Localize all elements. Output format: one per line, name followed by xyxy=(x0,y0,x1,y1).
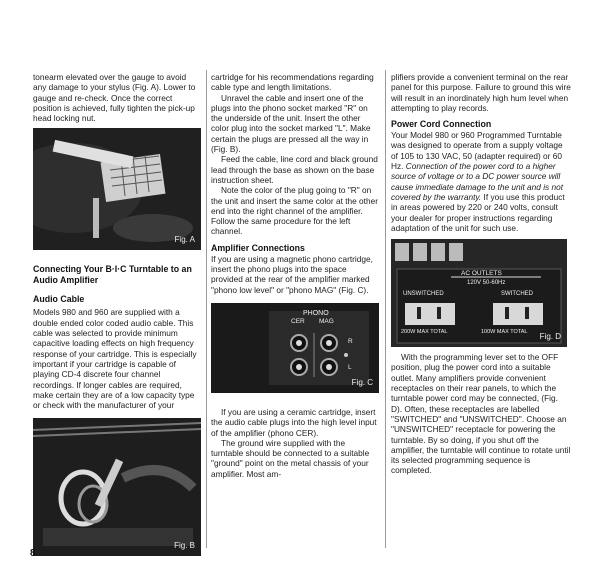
figure-b-photo xyxy=(33,418,201,556)
tonearm-gauge-illustration xyxy=(33,128,201,250)
col3-paragraph-1: plifiers provide a convenient terminal on the rear panel for this purpose. Failure to ground this wire will result in an inordinately high hum level when attempting to play records. xyxy=(391,72,571,113)
page-number: 8 xyxy=(30,548,36,559)
col2-paragraph-6: If you are using a ceramic cartridge, insert the audio cable plugs into the high level input of the amplifier (phono CER). xyxy=(211,406,377,438)
col2-paragraph-4: Note the color of the plug going to "R" on the unit and insert the same color at the other end into the right channel of the amplifier. Follow the same procedure for the left channel. xyxy=(211,185,378,237)
figure-c-phono-panel xyxy=(211,303,379,393)
column-1 xyxy=(33,72,201,556)
heading-connecting-turntable: Connecting Your B·I·C Turntable to an Audio Amplifier xyxy=(33,264,192,286)
col2-paragraph-5: If you are using a magnetic phono cartridge, insert the phono plugs into the space provided at the rear of the amplifier marked "phono low level" or "phono MAG" (Fig. C). xyxy=(211,253,373,295)
column-3 xyxy=(391,72,571,476)
col2-paragraph-1: cartridge for his recommendations regarding cable type and length limitations. xyxy=(211,72,374,93)
switched-label: SWITCHED xyxy=(501,291,533,298)
col3-paragraph-3: With the programming lever set to the OFF position, plug the power cord into a suitable outlet. Many amplifiers provide convenient receptacles on their rear panels, to which the turntable power cord may be connected, (Fig. D). Often, these receptacles are labelled "SWITCHED" and "UNSWITCHED". Choose an "UNSWITCHED" receptacle for powering the turntable. By so doing, if you shut off the amplifier, the turntable will continue to rotate until its selected programming sequence is completed. xyxy=(391,352,571,476)
figure-d-ac-outlets xyxy=(391,239,567,347)
figure-c-caption: Fig. C xyxy=(351,377,373,387)
col3-paragraph-2a: Your Model 980 or 960 Programmed Turntable was designed to operate from a supply voltage of 105 to 130 VAC, 50 (adapter required) or 60 Hz. xyxy=(391,130,563,172)
unswitched-label: UNSWITCHED xyxy=(403,291,444,298)
mag-label: MAG xyxy=(319,317,334,325)
cer-label: CER xyxy=(291,317,305,325)
col1-paragraph-2: Models 980 and 960 are supplied with a double ended color coded audio cable. This cable was selected to provide minimum capacitive loading effects on high frequency response of your cartridge. This is especially important if your cartridge is capable of playing CD-4 discrete four channel recordings. If longer cables are required, make certain they are of a low capacity type or check with the manufacturer of your xyxy=(33,307,197,411)
voltage-rating-label: 120V 50-60Hz xyxy=(467,280,506,287)
col2-paragraph-2: Unravel the cable and insert one of the plugs into the phono socket marked "R" on the underside of the unit. Insert the other color plug into the socket marked "L". Make certain the plugs are pressed all the way in (Fig. B). xyxy=(211,92,371,155)
heading-amplifier-connections: Amplifier Connections xyxy=(211,242,305,253)
col3-warning-text: Connection of the power cord to a higher source of voltage or to a DC power source will cause immediate damage to the unit and is not covered by the warranty. xyxy=(391,161,564,202)
figure-d-caption: Fig. D xyxy=(539,331,561,341)
column-divider-2 xyxy=(385,70,386,548)
l-channel-label: L xyxy=(348,363,352,371)
column-2 xyxy=(211,72,379,479)
phono-label: PHONO xyxy=(303,309,329,317)
col2-paragraph-3: Feed the cable, line cord and black ground lead through the base as shown on the base instruction sheet. xyxy=(211,154,378,185)
figure-a-caption: Fig. A xyxy=(174,235,195,245)
heading-power-cord: Power Cord Connection xyxy=(391,119,492,130)
r-channel-label: R xyxy=(348,337,353,345)
figure-a-photo xyxy=(33,128,201,250)
max-200w-label: 200W MAX TOTAL xyxy=(401,329,448,336)
column-divider-1 xyxy=(206,70,207,548)
max-100w-label: 100W MAX TOTAL xyxy=(481,329,528,336)
col3-paragraph-2c: If you use this product in areas powered by 220 or 240 volts, consult your dealer for proper instructions regarding adaptation of the unit for such use. xyxy=(391,191,565,233)
figure-b-caption: Fig. B xyxy=(174,541,195,551)
col1-paragraph-1: tonearm elevated over the gauge to avoid any damage to your stylus (Fig. A). Lower to gauge and re-check. Once the correct position is achieved, fully tighten the pick-up head locking nut. xyxy=(33,72,196,124)
col2-paragraph-7: The ground wire supplied with the turntable should be connected to a suitable "ground" point on the metal chassis of your amplifier. Most am- xyxy=(211,437,370,479)
ac-outlets-label: AC OUTLETS xyxy=(461,270,502,278)
heading-audio-cable: Audio Cable xyxy=(33,294,85,305)
cable-plug-illustration xyxy=(33,418,201,556)
